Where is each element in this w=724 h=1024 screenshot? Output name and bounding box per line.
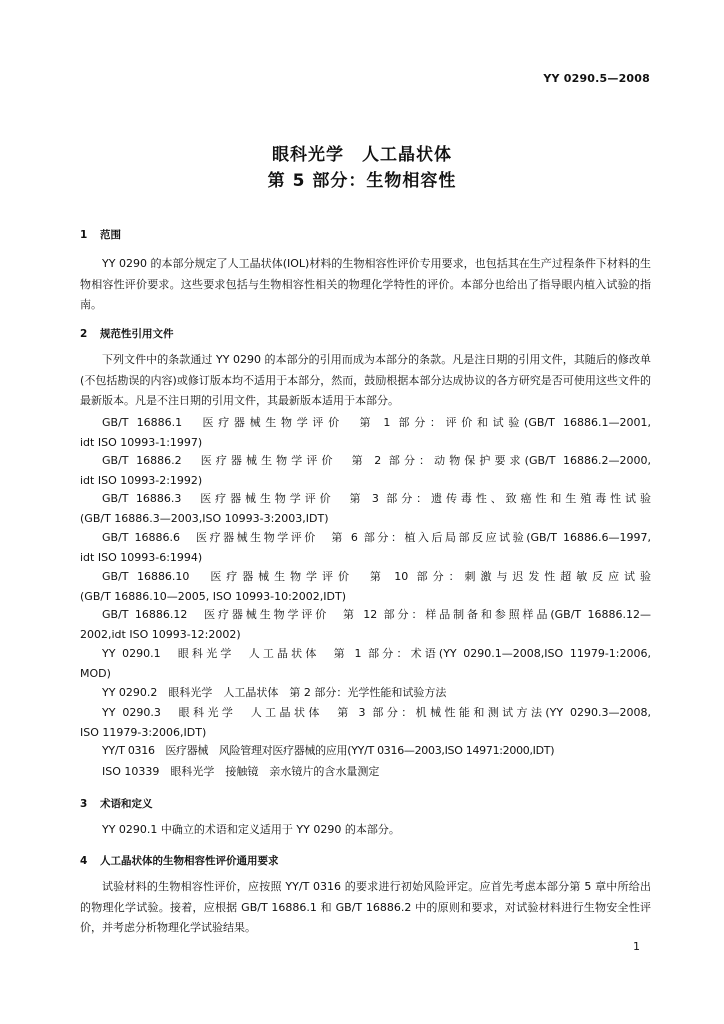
reference-line: ISO 10339 眼科光学 接触镜 亲水镜片的含水量测定 [102,765,380,778]
section-title: 术语和定义 [100,798,153,810]
reference-line: GB/T 16886.2 医疗器械生物学评价 第 2 部分：动物保护要求(GB/T 16886.2—2000, [102,454,651,467]
reference-line-cont: idt ISO 10993-1:1997) [80,436,203,449]
page-number: 1 [633,940,640,953]
section-1-text: YY 0290 的本部分规定了人工晶状体(IOL)材料的生物相容性评价专用要求，也包括其在生产过程条件下材料的生物相容性评价要求。这些要求包括与生物相容性相关的物理化学特性的评价。本部分也给出了指导眼内植入试验的指南。 [80,257,651,311]
reference-line-cont: (GB/T 16886.3—2003,ISO 10993-3:2003,IDT) [80,512,329,525]
section-number: 1 [80,229,88,241]
reference-line: GB/T 16886.1 医疗器械生物学评价 第 1 部分：评价和试验(GB/T 16886.1—2001, [102,416,651,429]
section-number: 2 [80,328,88,340]
reference-line-cont: 2002,idt ISO 10993-12:2002) [80,628,241,641]
reference-line: YY 0290.2 眼科光学 人工晶状体 第 2 部分：光学性能和试验方法 [102,686,447,699]
reference-line-cont: MOD) [80,667,111,680]
reference-line-cont: idt ISO 10993-2:1992) [80,474,203,487]
reference-item [80,741,651,761]
reference-line: YY 0290.3 眼科光学 人工晶状体 第 3 部分：机械性能和测试方法(YY 0290.3—2008, [102,706,651,719]
section-1-heading [80,227,121,242]
reference-item [80,605,651,645]
reference-line-cont: idt ISO 10993-6:1994) [80,551,203,564]
reference-item [80,683,651,703]
section-3-text: YY 0290.1 中确立的术语和定义适用于 YY 0290 的本部分。 [102,823,400,836]
document-subtitle: 第 5 部分：生物相容性 [267,171,457,191]
reference-item [80,489,651,529]
section-number: 4 [80,855,88,867]
reference-item [80,451,651,491]
section-title: 人工晶状体的生物相容性评价通用要求 [100,855,279,867]
reference-line-cont: (GB/T 16886.10—2005, ISO 10993-10:2002,IDT) [80,590,347,603]
reference-item [80,413,651,453]
standard-code: YY 0290.5—2008 [543,72,650,85]
reference-line: GB/T 16886.6 医疗器械生物学评价 第 6 部分：植入后局部反应试验(GB/T 16886.6—1997, [102,531,651,544]
reference-item [80,567,651,607]
section-2-intro: 下列文件中的条款通过 YY 0290 的本部分的引用而成为本部分的条款。凡是注日期的引用文件，其随后的修改单(不包括勘误的内容)或修订版本均不适用于本部分，然而，鼓励根据本部分达成协议的各方研究是否可使用这些文件的最新版本。凡是不注日期的引用文件，其最新版本适用于本部分。 [80,353,651,407]
section-3-heading [80,796,153,811]
section-title: 规范性引用文件 [100,328,174,340]
section-4-text: 试验材料的生物相容性评价，应按照 YY/T 0316 的要求进行初始风险评定。应首先考虑本部分第 5 章中所给出的物理化学试验。接着，应根据 GB/T 16886.1 和 GB/T 16886.2 中的原则和要求，对试验材料进行生物安全性评价，并考虑分析物理化学试验结果。 [80,880,651,934]
reference-item [80,644,651,684]
reference-line: YY/T 0316 医疗器械 风险管理对医疗器械的应用(YY/T 0316—2003,ISO 14971:2000,IDT) [102,744,555,757]
section-title: 范围 [100,229,121,241]
reference-line: GB/T 16886.12 医疗器械生物学评价 第 12 部分：样品制备和参照样品(GB/T 16886.12— [102,608,651,621]
reference-line-cont: ISO 11979-3:2006,IDT) [80,726,207,739]
section-2-heading [80,326,174,341]
reference-item [80,703,651,743]
reference-item [80,528,651,568]
reference-line: YY 0290.1 眼科光学 人工晶状体 第 1 部分：术语(YY 0290.1—2008,ISO 11979-1:2006, [102,647,651,660]
section-4-heading [80,853,279,868]
reference-item [80,762,651,782]
document-title: 眼科光学 人工晶状体 [272,145,452,165]
reference-line: GB/T 16886.3 医疗器械生物学评价 第 3 部分：遗传毒性、致癌性和生殖毒性试验 [102,492,651,505]
reference-line: GB/T 16886.10 医疗器械生物学评价 第 10 部分：刺激与迟发性超敏反应试验 [102,570,651,583]
section-number: 3 [80,798,88,810]
